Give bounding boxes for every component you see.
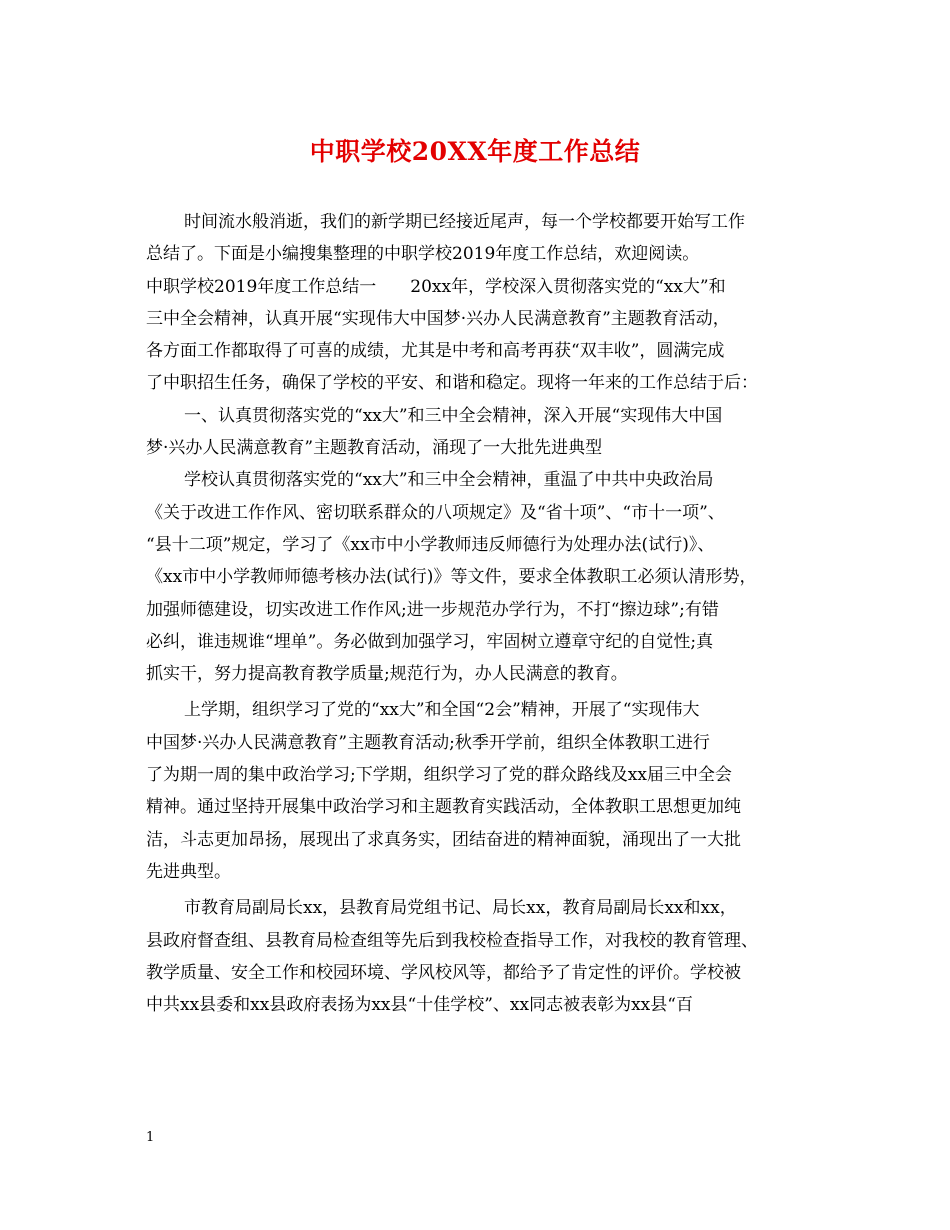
text-line: 精神。通过坚持开展集中政治学习和主题教育实践活动，全体教职工思想更加纯 (146, 797, 741, 818)
text-line: 上学期，组织学习了党的“xx大”和全国“2会”精神，开展了“实现伟大 (184, 700, 700, 721)
text-line: 加强师德建设，切实改进工作作风;进一步规范办学行为，不打“擦边球”;有错 (146, 599, 719, 620)
text-line: “县十二项”规定，学习了《xx市中小学教师违反师德行为处理办法(试行)》、 (146, 534, 715, 555)
document-title: 中职学校20XX年度工作总结 (309, 137, 641, 166)
text-line: 了为期一周的集中政治学习;下学期，组织学习了党的群众路线及xx届三中全会 (146, 765, 732, 786)
text-line: 《xx市中小学教师师德考核办法(试行)》等文件，要求全体教职工必须认清形势， (146, 567, 757, 588)
text-line: 了中职招生任务，确保了学校的平安、和谐和稳定。现将一年来的工作总结于后： (146, 373, 758, 394)
text-line: 教学质量、安全工作和校园环境、学风校风等，都给予了肯定性的评价。学校被 (146, 962, 741, 983)
text-line: 学校认真贯彻落实党的“xx大”和三中全会精神，重温了中共中央政治局 (184, 470, 714, 491)
text-line: 三中全会精神，认真开展“实现伟大中国梦·兴办人民满意教育”主题教育活动， (146, 308, 730, 329)
text-line: 梦·兴办人民满意教育”主题教育活动，涌现了一大批先进典型 (146, 438, 603, 459)
text-line: 抓实干，努力提高教育教学质量;规范行为，办人民满意的教育。 (146, 664, 628, 685)
text-line: 各方面工作都取得了可喜的成绩，尤其是中考和高考再获“双丰收”，圆满完成 (146, 341, 725, 362)
text-line: 中国梦·兴办人民满意教育”主题教育活动;秋季开学前，组织全体教职工进行 (146, 732, 710, 753)
text-line: 中职学校2019年度工作总结一 20xx年，学校深入贯彻落实党的“xx大”和 (146, 276, 726, 297)
text-line: 时间流水般消逝，我们的新学期已经接近尾声，每一个学校都要开始写工作 (184, 212, 745, 232)
text-line: 洁，斗志更加昂扬，展现出了求真务实，团结奋进的精神面貌，涌现出了一大批 (146, 829, 741, 850)
text-line: 先进典型。 (146, 861, 231, 882)
text-line: 一、认真贯彻落实党的“xx大”和三中全会精神，深入开展“实现伟大中国 (184, 405, 723, 426)
text-line: 《关于改进工作作风、密切联系群众的八项规定》及“省十项”、“市十一项”、 (146, 502, 725, 523)
text-line: 中共xx县委和xx县政府表扬为xx县“十佳学校”、xx同志被表彰为xx县“百 (146, 995, 693, 1016)
text-line: 必纠，谁违规谁“埋单”。务必做到加强学习，牢固树立遵章守纪的自觉性;真 (146, 631, 714, 652)
text-line: 市教育局副局长xx，县教育局党组书记、局长xx，教育局副局长xx和xx， (184, 898, 737, 919)
document-body (146, 206, 814, 1021)
page-number: 1 (146, 1130, 155, 1145)
text-line: 总结了。下面是小编搜集整理的中职学校2019年度工作总结，欢迎阅读。 (146, 244, 700, 265)
text-line: 县政府督查组、县教育局检查组等先后到我校检查指导工作，对我校的教育管理、 (146, 930, 758, 951)
